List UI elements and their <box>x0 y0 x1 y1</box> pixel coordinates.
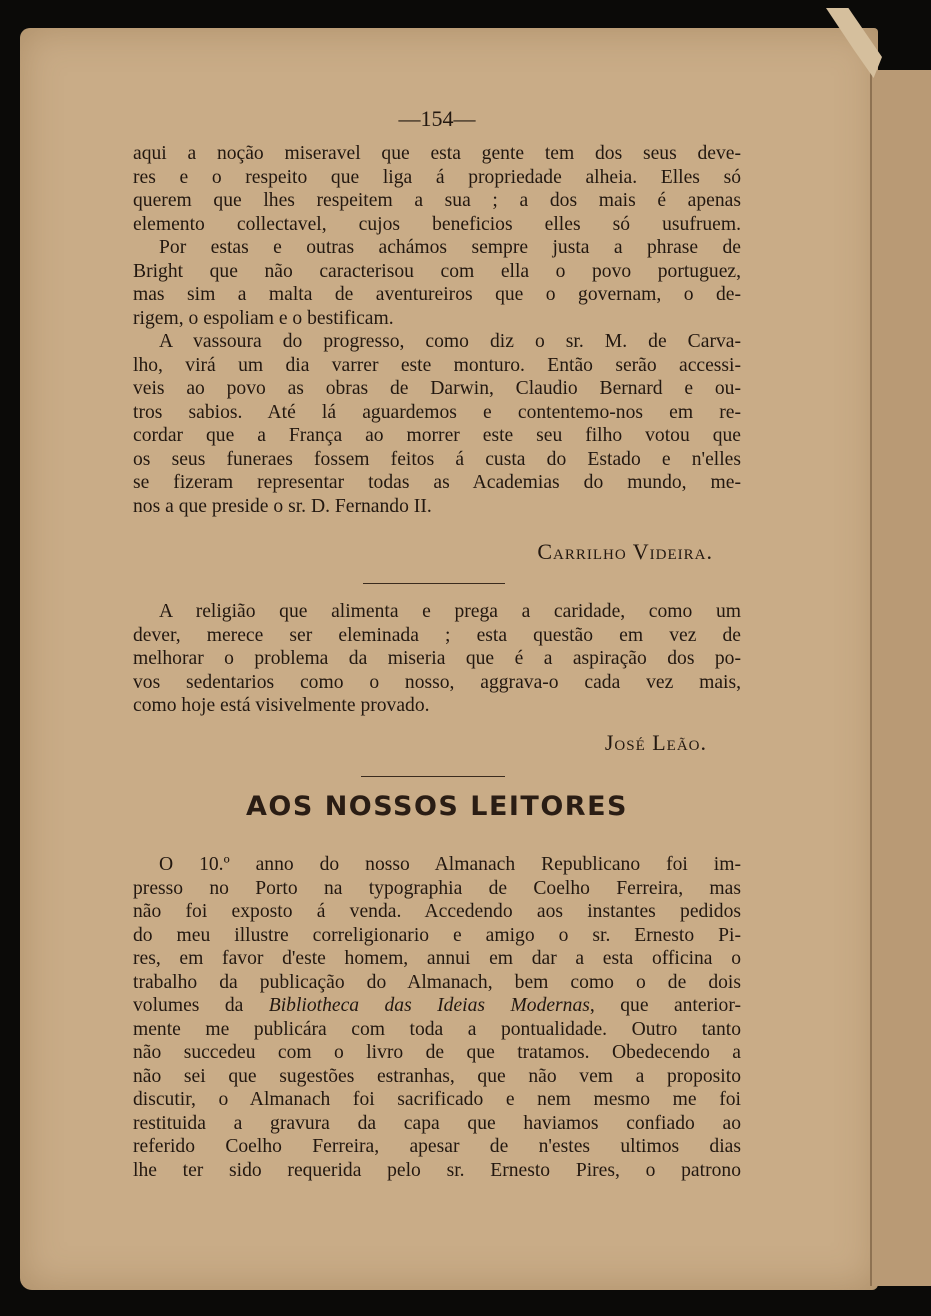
text-line: res, em favor d'este homem, annui em dar a esta officina o <box>133 948 741 969</box>
divider-rule <box>361 776 505 777</box>
text-line: se fizeram representar todas as Academias do mundo, me- <box>133 472 741 493</box>
text-line: elemento collectavel, cujos beneficios elles só usufruem. <box>133 213 741 235</box>
text-line: mente me publicára com toda a pontualidade. Outro tanto <box>133 1018 741 1040</box>
text-line: veis ao povo as obras de Darwin, Claudio Bernard e ou- <box>133 378 741 399</box>
text-line: Bright que não caracterisou com ella o povo portuguez, <box>133 260 741 282</box>
text-line: aqui a noção miseravel que esta gente tem dos seus deve- <box>133 143 741 164</box>
text-line: como hoje está visivelmente provado. <box>133 695 430 716</box>
text-line: não succedeu com o livro de que tratamos. Obedecendo a <box>133 1042 741 1063</box>
text-line: tros sabios. Até lá aguardemos e contentemo-nos em re- <box>133 401 741 423</box>
paragraph-1 <box>133 142 741 236</box>
text-line: trabalho da publicação do Almanach, bem como o de dois <box>133 971 741 993</box>
text-line: cordar que a França ao morrer este seu filho votou que <box>133 425 741 446</box>
text-line: não foi exposto á venda. Accedendo aos instantes pedidos <box>133 901 741 922</box>
text-line: não sei que sugestões estranhas, que não vem a proposito <box>133 1065 741 1087</box>
text-fragment: , que anterior- <box>589 995 741 1016</box>
text-line: dever, merece ser eleminada ; esta questão em vez de <box>133 624 741 646</box>
text-line: discutir, o Almanach foi sacrificado e nem mesmo me foi <box>133 1089 741 1110</box>
section-heading: AOS NOSSOS LEITORES <box>246 791 628 822</box>
text-line: restituida a gravura da capa que haviamos confiado ao <box>133 1112 741 1134</box>
text-line: O 10.º anno do nosso Almanach Republicano foi im- <box>159 854 741 875</box>
next-page-edge <box>870 70 931 1286</box>
signature-carrilho-videira: Carrilho Videira. <box>537 539 713 564</box>
text-line: os seus funeraes fossem feitos á custa do Estado e n'elles <box>133 448 741 470</box>
text-line: lho, virá um dia varrer este monturo. Então serão accessi- <box>133 354 741 376</box>
signature-jose-leao: José Leão. <box>604 730 707 755</box>
book-title-italic: Bibliotheca das Ideias Modernas <box>268 995 590 1016</box>
text-line: mas sim a malta de aventureiros que o governam, o de- <box>133 284 741 305</box>
text-line: A vassoura do progresso, como diz o sr. M. de Carva- <box>159 331 741 352</box>
text-line: do meu illustre correligionario e amigo o sr. Ernesto Pi- <box>133 924 741 946</box>
text-line: referido Coelho Ferreira, apesar de n'estes ultimos dias <box>133 1136 741 1157</box>
divider-rule <box>363 583 505 584</box>
text-line: nos a que preside o sr. D. Fernando II. <box>133 495 432 517</box>
text-line <box>133 994 741 1018</box>
text-line: querem que lhes respeitem a sua ; a dos mais é apenas <box>133 190 741 211</box>
paragraph-5 <box>133 853 741 1182</box>
text-fragment: volumes da <box>133 995 269 1016</box>
text-line: rigem, o espoliam e o bestificam. <box>133 307 394 329</box>
text-line: melhorar o problema da miseria que é a aspiração dos po- <box>133 648 741 669</box>
page-number: —154— <box>398 106 476 131</box>
text-line: A religião que alimenta e prega a caridade, como um <box>159 601 741 622</box>
text-line: vos sedentarios como o nosso, aggrava-o cada vez mais, <box>133 671 741 693</box>
text-line: res e o respeito que liga á propriedade alheia. Elles só <box>133 166 741 188</box>
text-line: Por estas e outras achámos sempre justa a phrase de <box>159 237 741 258</box>
text-line: lhe ter sido requerida pelo sr. Ernesto Pires, o patrono <box>133 1159 741 1181</box>
paragraph-3 <box>133 330 741 518</box>
paragraph-4 <box>133 600 741 718</box>
text-line: presso no Porto na typographia de Coelho Ferreira, mas <box>133 877 741 899</box>
paragraph-2 <box>133 236 741 330</box>
